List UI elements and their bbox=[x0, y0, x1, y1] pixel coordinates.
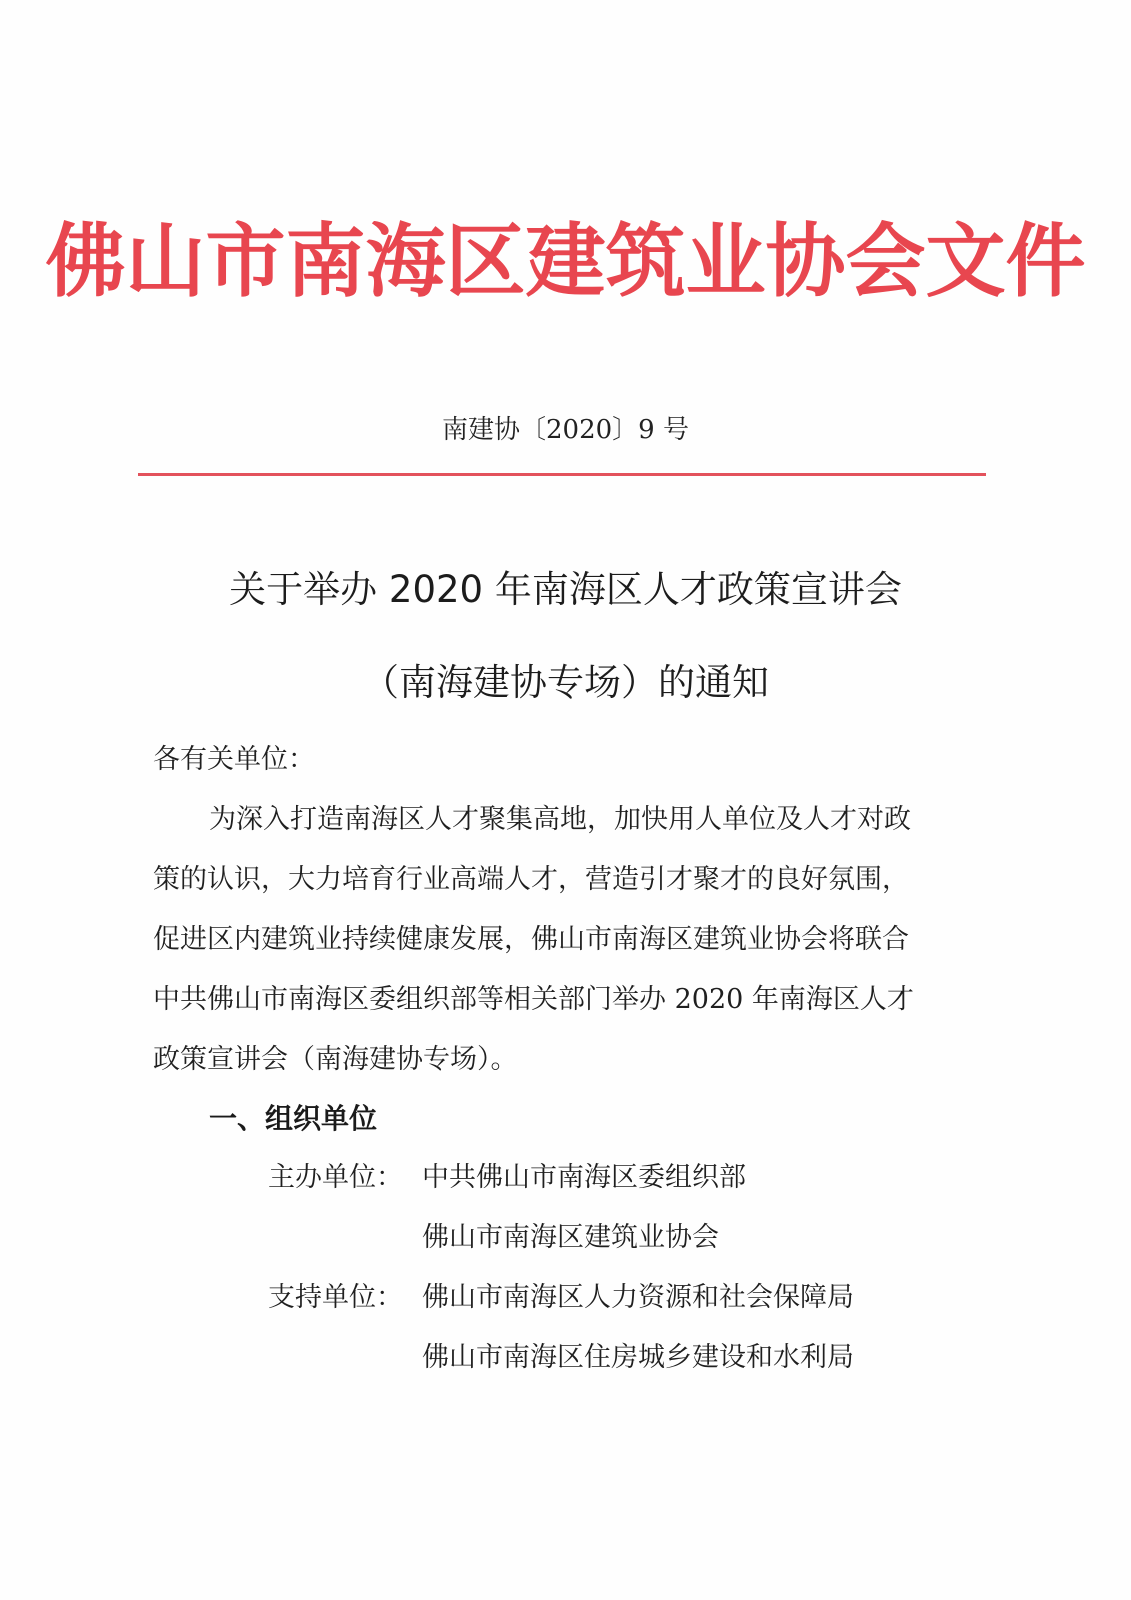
notice-title-line-2: （南海建协专场）的通知 bbox=[362, 661, 769, 704]
salutation: 各有关单位： bbox=[153, 744, 315, 775]
document-number: 南建协〔2020〕9 号 bbox=[442, 415, 689, 445]
support-unit: 佛山市南海区人力资源和社会保障局 bbox=[422, 1282, 854, 1313]
host-unit: 中共佛山市南海区委组织部 bbox=[422, 1162, 746, 1193]
red-divider-line bbox=[138, 473, 986, 476]
support-unit: 佛山市南海区住房城乡建设和水利局 bbox=[422, 1342, 854, 1373]
paragraph-line: 策的认识，大力培育行业高端人才，营造引才聚才的良好氛围， bbox=[153, 864, 909, 895]
paragraph-line: 政策宣讲会（南海建协专场）。 bbox=[153, 1044, 518, 1075]
paragraph-line: 中共佛山市南海区委组织部等相关部门举办 2020 年南海区人才 bbox=[153, 984, 914, 1015]
support-units-label: 支持单位： bbox=[268, 1282, 403, 1313]
section-heading-organizers: 一、组织单位 bbox=[209, 1102, 378, 1135]
host-units-label: 主办单位： bbox=[268, 1162, 403, 1193]
paragraph-line: 促进区内建筑业持续健康发展，佛山市南海区建筑业协会将联合 bbox=[153, 924, 909, 955]
host-unit: 佛山市南海区建筑业协会 bbox=[422, 1222, 719, 1253]
paragraph-line: 为深入打造南海区人才聚集高地，加快用人单位及人才对政 bbox=[209, 804, 911, 835]
document-header-title: 佛山市南海区建筑业协会文件 bbox=[45, 215, 1086, 308]
notice-title-line-1: 关于举办 2020 年南海区人才政策宣讲会 bbox=[229, 568, 902, 611]
